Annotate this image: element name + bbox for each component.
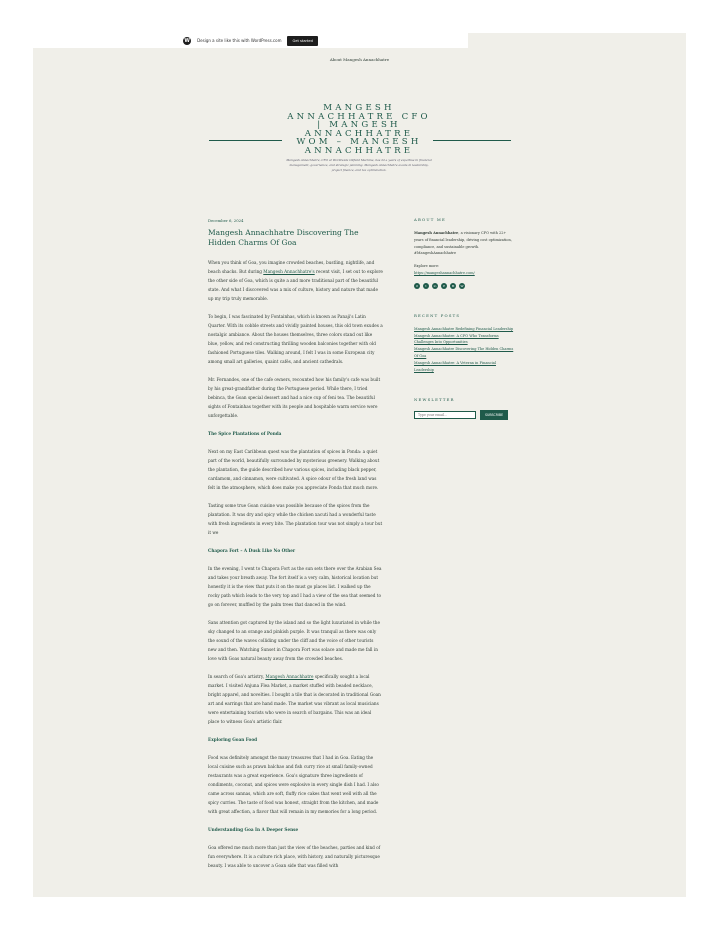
- website-icon[interactable]: W: [460, 283, 464, 288]
- about-description: , a visionary CFO with 22+ years of financial leadership, driving cost optimization, compliance, and sustainable growth. #MangeshAnnachhatre: [414, 231, 512, 256]
- about-name: Mangesh Annachhatre: [414, 231, 459, 235]
- explore-block: [414, 263, 514, 277]
- post-paragraph: To begin, I was fascinated by Fontainhas, which is known as Panaji's Latin Quarter. With its cobble streets and vividly painted houses, this old town exudes a nostalgic ambiance. About the houses themselves, three colors stand out like blue, yellow, and red constructing thrilling wooden balconies together with old fashioned Portuguese tiles. Walking around, I felt I was in some European city among small art galleries, quaint cafés, and ancient cathedrals.: [208, 314, 383, 364]
- section-heading: The Spice Plantations of Ponda: [208, 431, 282, 436]
- post-title: Mangesh Annachhatre Discovering The Hidden Charms Of Goa: [208, 228, 359, 247]
- sidebar: [414, 217, 514, 420]
- post-paragraph: [208, 258, 383, 303]
- paragraph-text: recent visit, I set out to explore the other side of Goa, which is quite a and more traditional part of the beautiful state. And what I discovered was a mix of culture, history and nature that made up my trip truly memorable.: [208, 269, 383, 301]
- section-heading: Exploring Goan Food: [208, 737, 258, 742]
- pinterest-icon[interactable]: P: [441, 283, 447, 289]
- post-paragraph: Sans attention got captured by the island and so the light luxuriated in while the sky changed to an orange and pinkish purple. It was tranquil as there was only the sound of the waves colliding under the cliff and the voice of other tourists new and then. Watching Sunset in Chapora Fort was solace and made me fall in love with Goas natural beauty away from the crowded beaches.: [208, 620, 380, 661]
- paragraph-text: specifically sought a local market. I visited Anjuna Flea Market, a market stuffed with beaded necklace, bright apparel, and novelties. I bought a tile that is decorated in traditional Goan art and earrings that are hand made. The market was vibrant as local musicians were entertaining tourists who were in search of bargains. This was an ideal place to witness Goa's artistic flair.: [208, 674, 381, 724]
- post-paragraph: Tasting some true Goan cuisine was possible because of the spices from the plantation. It was dry and spicy while the chicken xacuti had a wonderful taste with fresh ingredients in every bite. The plantation tour was not simply a tour but it we: [208, 503, 383, 535]
- x-icon[interactable]: X: [415, 283, 419, 288]
- wordpress-promo-bar: [33, 33, 468, 48]
- paragraph-text: When you think of Goa, you imagine crowded beaches, bustling, nightlife, and beach shacks. But during: [208, 260, 375, 274]
- post-paragraph: Mr. Fernandes, one of the cafe owners, recounted how his family's cafe was built by his great-grandfather during the Portuguese period. While there, I tried bebinca, the Goan special dessert and had a nice cup of feni tea. The beautiful sights of Fontainhas together with its people and hospitable warm service were unforgettable.: [208, 377, 381, 418]
- about-heading: ABOUT ME: [414, 217, 446, 222]
- recent-post-link[interactable]: Mangesh Annachhatre: A CFO Who Transforms Challenges Into Opportunities: [414, 333, 499, 345]
- recent-post-link[interactable]: Mangesh Annachhatre: A Veteran in Financial Leadership: [414, 360, 496, 372]
- social-icons: [414, 283, 514, 289]
- about-text: [414, 230, 514, 257]
- post-article: [208, 218, 383, 879]
- recent-posts-list: [414, 326, 514, 374]
- nav-about-link[interactable]: About Mangesh Annachhatre: [329, 57, 390, 62]
- site-tagline: Mangesh Annachhatre, CFO at Worldwide Oilfield Machine, has 22+ years of expertise in financial management, governance, and strategic planning. Mangesh Annachhatre excels in leadership, project finance, and tax optimization.: [286, 158, 432, 172]
- section-heading: Chapora Fort – A Dusk Like No Other: [208, 548, 296, 553]
- recent-post-link[interactable]: Mangesh Annachhatre Discovering The Hidden Charms Of Goa: [414, 347, 514, 358]
- tumblr-icon[interactable]: t: [423, 283, 429, 289]
- newsletter-heading: NEWSLETTER: [414, 397, 455, 403]
- explore-link[interactable]: https://mangeshannachhatre.com/: [414, 270, 475, 275]
- get-started-button[interactable]: Get started: [287, 36, 317, 46]
- email-field[interactable]: [414, 411, 476, 419]
- post-paragraph: Food was definitely amongst the many treasures that I had in Goa. Eating the local cuisine such as prawn balchao and fish curry rice at small family-owned restaurants was a great experience. Goa's signature three ingredients of condiments, coconut, and spices were explosive in every single dish I had. I also came across sannas, which are soft, fluffy rice cakes that went well with all the spicy curries. The taste of food was honest, straight from the kitchen, and made with great affection, a flavor that will remain in my memories for a long period.: [208, 755, 379, 814]
- post-paragraph: Next on my East Caribbean quest was the plantation of spices in Ponda: a quiet part of the world, beautifully surrounded by mysterious greenery. Walking about the plantation, the guide described how various spices, including black pepper, cardamom, and cinnamon, were cultivated. A spice odour of the fresh land was felt in the atmosphere, which does make you appreciate Ponda that much more.: [208, 449, 380, 490]
- post-paragraph: Goa offered me much more than just the view of the beaches, parties and kind of fun everywhere. It is a culture rich place, with history, and naturally picturesque beauty. I was able to uncover a Goan side that was filled with: [208, 845, 381, 868]
- paragraph-text: In search of Goa's artistry,: [208, 674, 266, 679]
- site-title[interactable]: MANGESH ANNACHHATRE CFO | MANGESH ANNACHHATRE WOM – MANGESH ANNACHHATRE: [287, 103, 431, 156]
- section-heading: Understanding Goa In A Deeper Sense: [208, 827, 299, 832]
- header-divider-right: [433, 140, 511, 141]
- author-link[interactable]: Mangesh Annachhatre: [265, 674, 314, 679]
- medium-icon[interactable]: M: [451, 283, 455, 288]
- author-link[interactable]: Mangesh Annachhatre's: [263, 269, 315, 274]
- subscribe-button[interactable]: SUBSCRIBE: [480, 410, 508, 420]
- recent-posts-heading: RECENT POSTS: [414, 312, 461, 318]
- post-paragraph: [208, 672, 383, 726]
- wordpress-logo-icon: W: [184, 37, 190, 44]
- promo-text: Design a site like this with WordPress.com: [197, 38, 282, 43]
- header-divider-left: [209, 140, 282, 141]
- post-paragraph: In the evening, I went to Chapora Fort as the sun sets there over the Arabian Sea and takes your breath away. The fort itself is a very calm, historical location but honestly it is the view that puts it on the must go places list. I walked up the rocky path which leads to the very top and I had a view of the sea that seemed to go on forever, muffled by the palm trees that danced in the wind.: [208, 566, 382, 607]
- linkedin-icon[interactable]: in: [433, 283, 437, 288]
- newsletter-form: [414, 410, 514, 420]
- recent-post-link[interactable]: Mangesh Annachhatre Redefining Financial Leadership: [414, 326, 514, 331]
- post-date[interactable]: December 6, 2024: [208, 218, 244, 223]
- explore-label: Explore more:: [414, 264, 440, 269]
- page: [33, 33, 686, 897]
